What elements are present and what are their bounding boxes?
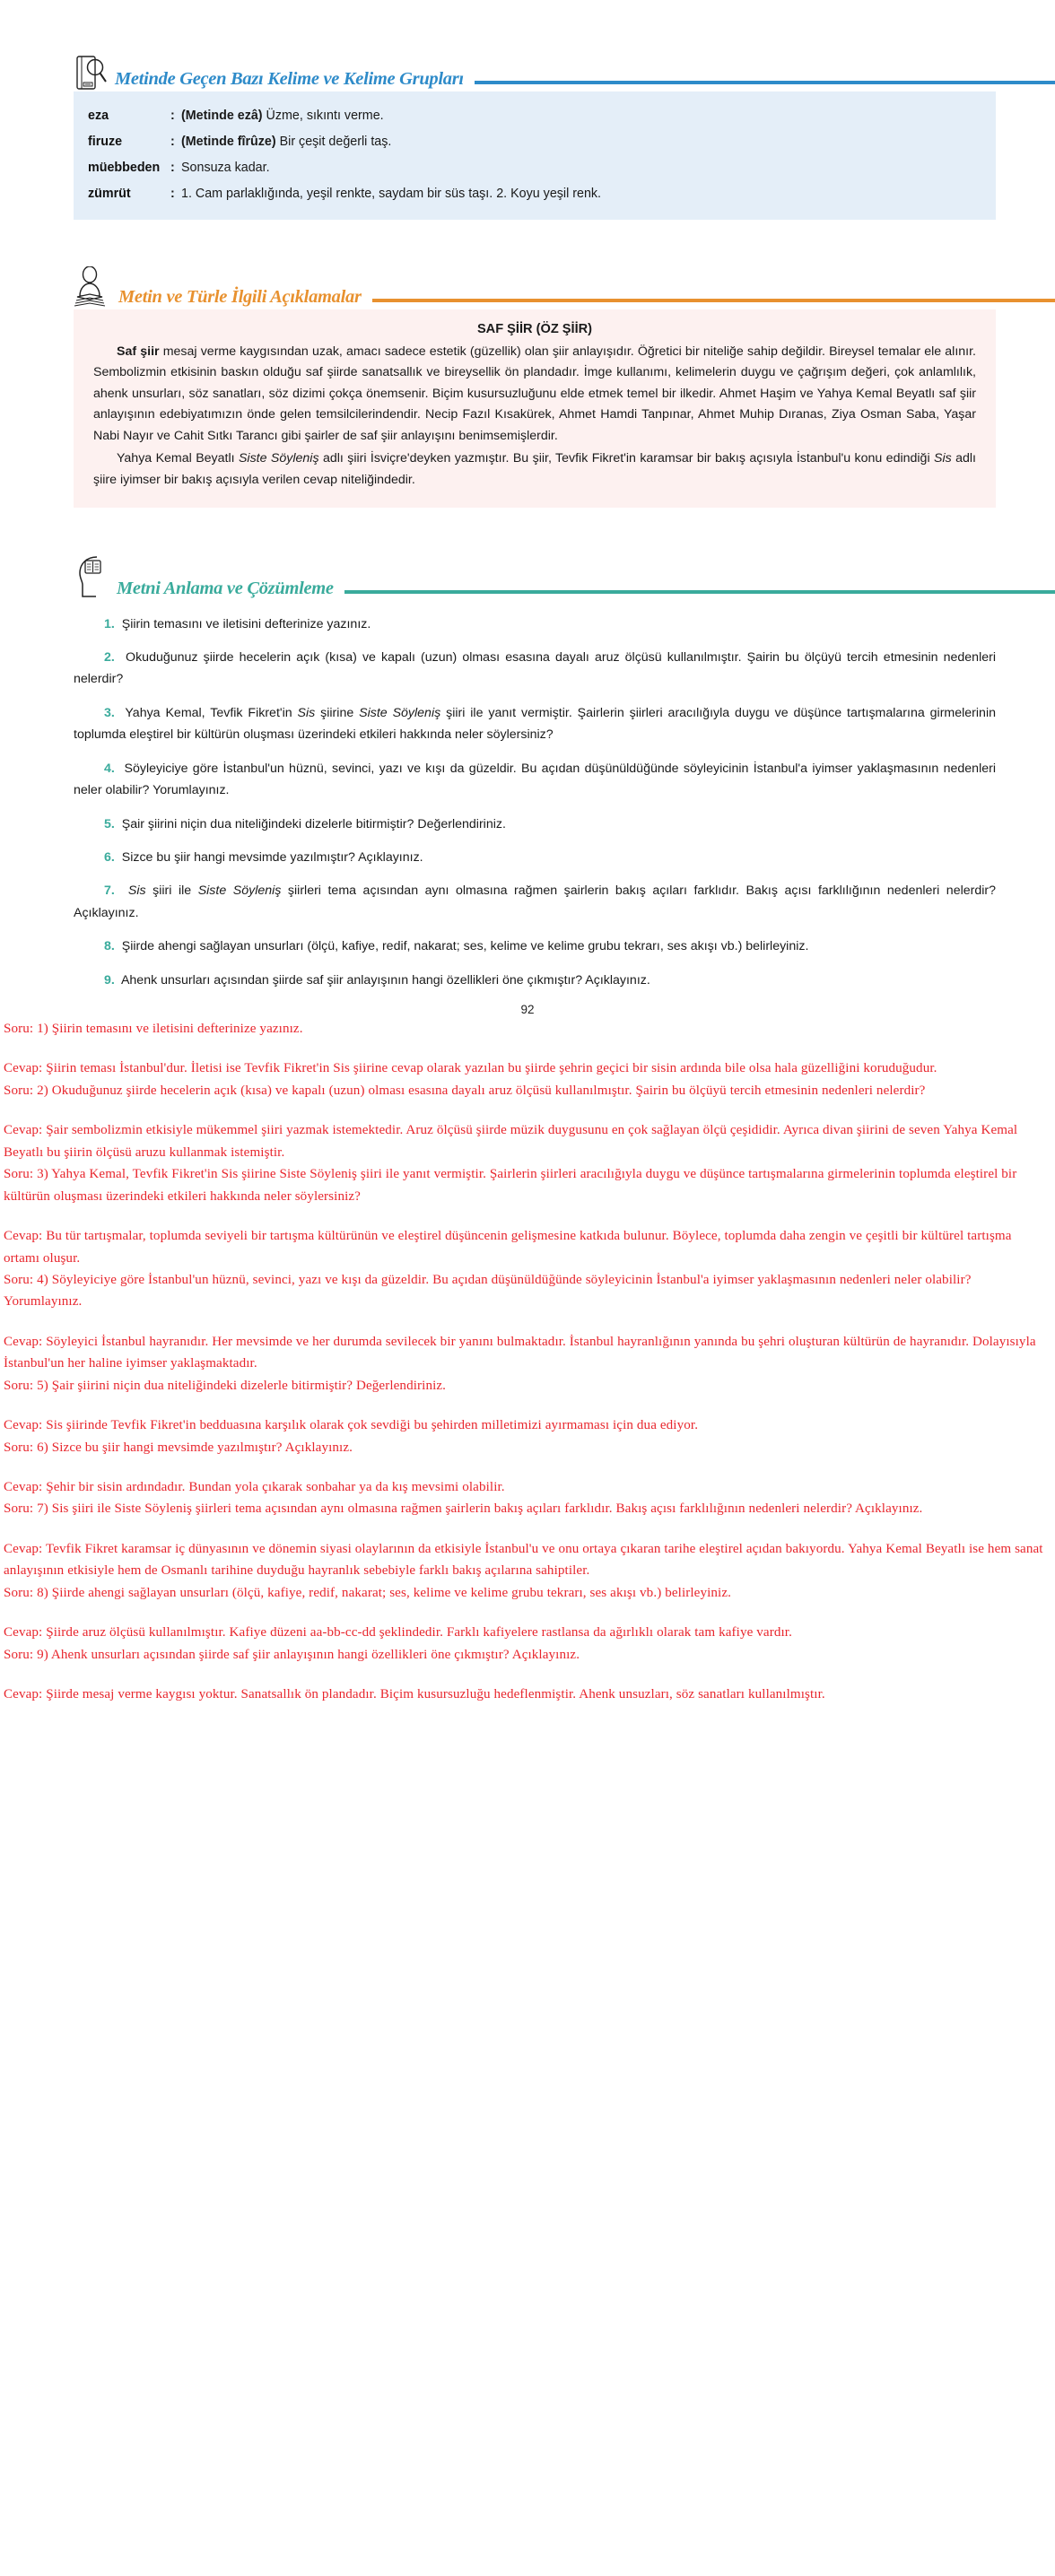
question-text-pre: Sizce bu şiir hangi mevsimde yazılmıştır? Açıklayınız. xyxy=(121,849,423,865)
section-title-vocabulary: Metinde Geçen Bazı Kelime ve Kelime Grupları xyxy=(115,69,464,89)
answer-spacer xyxy=(4,1313,1046,1331)
question-text-pre: Yahya Kemal, Tevfik Fikret'in xyxy=(125,705,298,720)
question-text-pre: Okuduğunuz şiirde hecelerin açık (kısa) ve kapalı (uzun) olması esasına dayalı aruz ölçüsü kullanılmıştır. Şairin bu ölçüyü tercih etmesinin nedenleri nelerdir? xyxy=(74,649,996,687)
question-item xyxy=(74,970,996,991)
vocabulary-term: firuze xyxy=(88,134,123,149)
poem-title: Siste Söyleniş xyxy=(197,883,282,899)
question-number: 8. xyxy=(104,939,115,954)
question-number: 6. xyxy=(104,849,115,865)
question-text-pre: Söyleyiciye göre İstanbul'un hüznü, sevinci, yazı ve kışı da güzeldir. Bu açıdan düşünüldüğünde söyleyicinin İstanbul'a iyimser yaklaşmasının nedenleri neler olabilir? Yorumlayınız. xyxy=(74,761,996,798)
section-header-vocabulary xyxy=(0,54,1055,91)
section-title-explanations: Metin ve Türle İlgili Açıklamalar xyxy=(118,286,362,307)
answer-key-answer: Cevap: Şiirde aruz ölçüsü kullanılmıştır. Kafiye düzeni aa-bb-cc-dd şeklindedir. Farklı kafiyelere rastlansa da ağırlıklı olarak tam kafiye vardır. xyxy=(4,1625,792,1640)
vocabulary-entry xyxy=(88,154,981,180)
answer-key-answer: Cevap: Şair sembolizmin etkisiyle mükemmel şiiri yazmak istemektedir. Aruz ölçüsü şiirde müzik duygusunu en çok sağlayan ölçü çeşididir. Ayrıca divan şiirini de seven Yahya Kemal Beyatlı bu şiirin ölçüsü aruzu kullanmak istemiştir. xyxy=(4,1123,1018,1160)
poem-title: Sis xyxy=(127,883,146,899)
vocabulary-entry xyxy=(88,128,981,154)
question-text-mid: şiiri ile xyxy=(145,883,198,899)
vocabulary-colon: : xyxy=(170,160,175,175)
vocabulary-colon: : xyxy=(170,134,175,149)
answer-key-question: Soru: 5) Şair şiirini niçin dua niteliğindeki dizelerle bitirmiştir? Değerlendiriniz. xyxy=(4,1378,447,1393)
question-item xyxy=(74,758,996,802)
answer-spacer xyxy=(4,1458,1046,1476)
question-number: 2. xyxy=(104,649,115,665)
question-text-pre: Ahenk unsurları açısından şiirde saf şiir anlayışının hangi özellikleri öne çıkmıştır? Açıklayınız. xyxy=(120,972,650,988)
explanation-p2-mid: adlı şiiri İsviçre'deyken yazmıştır. Bu şiir, Tevfik Fikret'in karamsar bir bakış açısıyla İstanbul'u konu edindiği xyxy=(318,451,934,466)
answer-key-question: Soru: 6) Sizce bu şiir hangi mevsimde yazılmıştır? Açıklayınız. xyxy=(4,1440,353,1455)
explanation-p2-pre: Yahya Kemal Beyatlı xyxy=(117,451,239,466)
question-number: 1. xyxy=(104,616,115,631)
page-number: 92 xyxy=(520,1003,535,1017)
answer-key-question: Soru: 8) Şiirde ahengi sağlayan unsurları (ölçü, kafiye, redif, nakarat; ses, kelime ve kelime grubu tekrarı, ses akışı vb.) belirleyiniz. xyxy=(4,1585,732,1600)
question-text-pre: Şiirin temasını ve iletisini defterinize yazınız. xyxy=(121,616,371,631)
header-rule xyxy=(475,81,1055,84)
answer-key-answer: Cevap: Şiirde mesaj verme kaygısı yoktur. Sanatsallık ön plandadır. Biçim kusursuzluğu hedeflenmiştir. Ahenk unsuzları, söz sanatları kullanılmıştır. xyxy=(4,1687,825,1702)
question-item xyxy=(74,880,996,924)
question-text-post: şiiri ile yanıt vermiştir. Şairlerin şiirleri aracılığıyla duygu ve düşünce tartışmalarına girmelerinin toplumda eleştirel bir kültürün oluşması üzerindeki etkileri hakkında neler söylersiniz? xyxy=(74,705,996,743)
answer-spacer xyxy=(4,1101,1046,1119)
question-item xyxy=(74,847,996,868)
answer-key-question: Soru: 4) Söyleyiciye göre İstanbul'un hüznü, sevinci, yazı ve kışı da güzeldir. Bu açıdan düşünüldüğünde söyleyicinin İstanbul'a iyimser yaklaşmasının nedenleri neler olabilir? Yorumlayınız. xyxy=(4,1272,972,1310)
answer-key xyxy=(0,1018,1055,1706)
question-item xyxy=(74,814,996,835)
answer-key-question: Soru: 9) Ahenk unsurları açısından şiirde saf şiir anlayışının hangi özellikleri öne çıkmıştır? Açıklayınız. xyxy=(4,1647,580,1662)
vocabulary-entry xyxy=(88,180,981,206)
answer-key-answer: Cevap: Şehir bir sisin ardındadır. Bundan yola çıkarak sonbahar ya da kış mevsimi olabilir. xyxy=(4,1480,505,1495)
answer-key-answer: Cevap: Bu tür tartışmalar, toplumda seviyeli bir tartışma kültürünün ve eleştirel düşüncenin gelişmesine katkıda bulunur. Böylece, toplumda daha zengin ve çeşitli bir kültürel tartışma ortamı oluşur. xyxy=(4,1229,1012,1266)
question-number: 7. xyxy=(104,883,115,899)
question-item xyxy=(74,936,996,957)
answer-spacer xyxy=(4,1040,1046,1057)
question-text-mid: şiirine xyxy=(315,705,360,720)
explanation-lead-term: Saf şiir xyxy=(117,344,160,359)
answer-spacer xyxy=(4,1666,1046,1684)
vocabulary-term: eza xyxy=(88,108,109,123)
question-list xyxy=(74,601,996,991)
vocabulary-term: zümrüt xyxy=(88,186,131,201)
explanation-body-1: mesaj verme kaygısından uzak, amacı sadece estetik (güzellik) olan şiir anlayışıdır. Öğretici bir niteliğe sahip değildir. Bireysel temalar ele alınır. Sembolizmin etkisinin baskın olduğu saf şiirde sanatsallık ve bireysellik ön plandadır. İmge kullanımı, kelimelerin duygu ve çağrışım değeri, çok anlamlılık, ahenk unsurları, söz sanatları, söz dizimi çokça önemsenir. Biçim kusursuzluğunu elde etmek temel bir ilkedir. Ahmet Haşim ve Yahya Kemal Beyatlı saf şiir anlayışının edebiyatımızın önde gelen temsilcilerindendir. Necip Fazıl Kısakürek, Ahmet Hamdi Tanpınar, Ahmet Muhip Dıranas, Ziya Osman Saba, Yaşar Nabi Nayır ve Cahit Sıtkı Tarancı gibi şairler de saf şiir anlayışını benimsemişlerdir. xyxy=(93,344,976,443)
explanation-box xyxy=(74,309,996,508)
question-item xyxy=(74,614,996,635)
answer-spacer xyxy=(4,1207,1046,1225)
head-book-icon xyxy=(74,554,111,601)
question-number: 9. xyxy=(104,972,115,988)
vocabulary-definition: 1. Cam parlaklığında, yeşil renkte, saydam bir süs taşı. 2. Koyu yeşil renk. xyxy=(181,186,602,201)
answer-key-question: Soru: 2) Okuduğunuz şiirde hecelerin açık (kısa) ve kapalı (uzun) olması esasına dayalı aruz ölçüsü kullanılmıştır. Şairin bu ölçüyü tercih etmesinin nedenleri nelerdir? xyxy=(4,1083,926,1098)
section-header-comprehension xyxy=(0,554,1055,601)
vocabulary-colon: : xyxy=(170,186,175,201)
answer-key-question: Soru: 7) Sis şiiri ile Siste Söyleniş şiirleri tema açısından aynı olmasına rağmen şairlerin bakış açıları farklıdır. Bakış açısı farklılığının nedenleri nelerdir? Açıklayınız. xyxy=(4,1501,923,1517)
explanation-heading: SAF ŞİİR (ÖZ ŞİİR) xyxy=(476,321,593,336)
vocabulary-colon: : xyxy=(170,108,175,123)
vocabulary-box xyxy=(74,91,996,220)
answer-spacer xyxy=(4,1397,1046,1414)
question-number: 4. xyxy=(104,761,115,776)
explanation-paragraph-2 xyxy=(93,448,976,491)
vocabulary-entry xyxy=(88,102,981,128)
question-text-pre: Şair şiirini niçin dua niteliğindeki dizelerle bitirmiştir? Değerlendiriniz. xyxy=(121,816,506,831)
question-number: 5. xyxy=(104,816,115,831)
vocabulary-source-form: (Metinde ezâ) xyxy=(181,108,263,123)
poem-title: Sis xyxy=(297,705,316,720)
question-text-post: şiirleri tema açısından aynı olmasına rağmen şairlerin bakış açıları farklıdır. Bakış açısı farklılığının nedenleri nelerdir? Açıklayınız. xyxy=(74,883,997,920)
vocabulary-source-form: (Metinde fîrûze) xyxy=(181,134,276,149)
vocabulary-definition: (Metinde fîrûze) Bir çeşit değerli taş. xyxy=(181,134,392,149)
answer-key-question: Soru: 3) Yahya Kemal, Tevfik Fikret'in Sis şiirine Siste Söyleniş şiiri ile yanıt vermiştir. Şairlerin şiirleri aracılığıyla duygu ve düşünce tartışmalarına girmelerinin toplumda eleştirel bir kültürün oluşması üzerindeki etkileri hakkında neler söylersiniz? xyxy=(4,1167,1017,1204)
vocabulary-definition: Sonsuza kadar. xyxy=(181,160,270,175)
explanation-p2-post: adlı şiire iyimser bir bakış açısıyla verilen cevap niteliğindedir. xyxy=(93,451,976,487)
answer-spacer xyxy=(4,1520,1046,1538)
vocabulary-definition: (Metinde ezâ) Üzme, sıkıntı verme. xyxy=(181,108,384,123)
question-item xyxy=(74,702,996,746)
section-header-explanations xyxy=(0,266,1055,309)
poem-title-sis: Sis xyxy=(934,451,952,466)
answer-spacer xyxy=(4,1604,1046,1622)
header-rule xyxy=(344,590,1055,594)
question-number: 3. xyxy=(104,705,115,720)
answer-key-answer: Cevap: Sis şiirinde Tevfik Fikret'in bedduasına karşılık olarak çok sevdiği bu şehirden milletimizi ayırmaması için dua ediyor. xyxy=(4,1418,699,1433)
question-text-pre: Şiirde ahengi sağlayan unsurları (ölçü, kafiye, redif, nakarat; ses, kelime ve kelime grubu tekrarı, ses akışı vb.) belirleyiniz. xyxy=(121,939,809,954)
poem-title-siste-soylenis: Siste Söyleniş xyxy=(238,451,319,466)
magnifier-book-icon xyxy=(74,54,109,91)
answer-key-answer: Cevap: Söyleyici İstanbul hayranıdır. Her mevsimde ve her durumda sevilecek bir yanını bulmaktadır. İstanbul hayranlığının yanında bu şehri oluşturan kültürün de hayranıdır. Dolayısıyla İstanbul'un her haline iyimser yaklaşmaktadır. xyxy=(4,1334,1036,1371)
explanation-paragraph-1 xyxy=(93,342,976,448)
reader-book-icon xyxy=(74,266,113,309)
poem-title: Siste Söyleniş xyxy=(359,705,441,720)
header-rule xyxy=(372,299,1055,302)
vocabulary-term: müebbeden xyxy=(88,160,161,175)
answer-key-answer: Cevap: Tevfik Fikret karamsar iç dünyasının ve dönemin siyasi olaylarının da etkisiyle İstanbul'u ve onu ortaya çıkaran tarihe eleştirel açıdan bakıyordu. Yahya Kemal Beyatlı ise hem sanat anlayışının etkisiyle hem de Osmanlı tarihine duyduğu hayranlık sebebiyle farklı bakış açılarına sahiptiler. xyxy=(4,1541,1043,1579)
answer-key-answer: Cevap: Şiirin teması İstanbul'dur. İletisi ise Tevfik Fikret'in Sis şiirine cevap olarak yazılan bu şiirde şehrin geçici bir sisin ardında bile olsa hala güzelliğini koruduğudur. xyxy=(4,1061,937,1076)
answer-key-question: Soru: 1) Şiirin temasını ve iletisini defterinize yazınız. xyxy=(4,1022,303,1037)
section-title-comprehension: Metni Anlama ve Çözümleme xyxy=(117,578,334,598)
question-item xyxy=(74,647,996,691)
